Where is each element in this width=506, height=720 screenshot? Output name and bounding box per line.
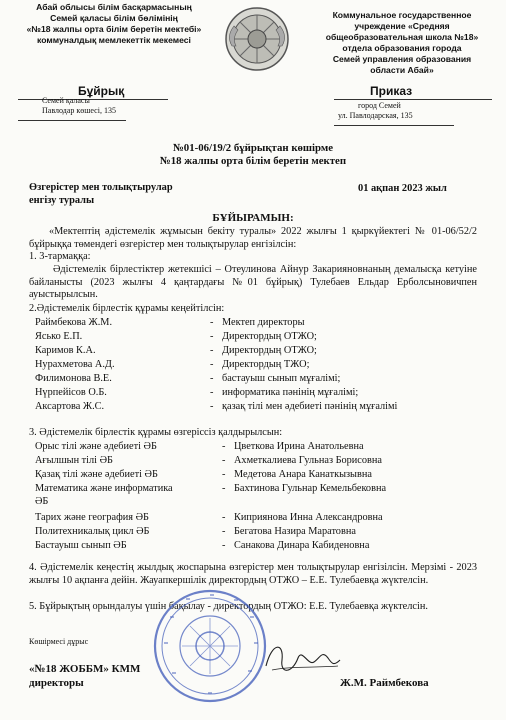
member-name: Аксартова Ж.С. (35, 401, 105, 412)
item-4-text: 4. Әдістемелік кеңестің жылдық жоспарына өзгерістер мен толықтырулар енгізілсін. Мерзімі - 2023 жылғы 10 ақпанға дейін. Жауапкершілік директордың ОТЖО – Е.Е. Тулебаевқа жүктелсін. (29, 562, 477, 586)
group-name: Тарих және география ӘБ (35, 512, 149, 523)
group-name: Математика және информатика (35, 483, 173, 494)
header-left-line: Семей қаласы білім бөлімінің (50, 13, 178, 23)
group-name: Бастауыш сынып ӘБ (35, 540, 127, 551)
footer-signer: Ж.М. Раймбекова (340, 677, 429, 689)
list-dash: - (210, 387, 214, 398)
group-name-continued: ӘБ (35, 496, 49, 507)
header-right-line: учреждение «Средняя (354, 21, 450, 31)
order-label-ru: Приказ (370, 84, 413, 98)
item-3-heading: 3. Әдістемелік бірлестік құрамы өзгеріссіз қалдырылсын: (29, 427, 283, 438)
header-right-line: общеобразовательная школа №18» (325, 32, 479, 42)
header-right-line: отдела образования города (342, 43, 462, 53)
group-leader: Ахметкалиева Гульназ Борисовна (234, 455, 382, 466)
official-stamp-icon (150, 586, 270, 706)
header-right-block (312, 10, 492, 76)
signature-icon (262, 636, 342, 680)
address-right-city: город Семей (358, 101, 401, 110)
group-name: Ағылшын тілі ӘБ (35, 455, 113, 466)
address-right-street: ул. Павлодарская, 135 (338, 111, 413, 120)
header-right-line: Семей управления образования (332, 54, 472, 64)
header-left-line: «№18 жалпы орта білім беретін мектебі» (26, 24, 202, 34)
subject-line-1: Өзгерістер мен толықтырулар (29, 182, 173, 193)
group-leader: Бахтинова Гульнар Кемельбековна (234, 483, 387, 494)
intro-paragraph: «Мектептің әдістемелік жұмысын бекіту туралы» 2022 жылғы 1 қыркүйектегі № 01-06/52/2 бұйрыққа төмендегі өзгерістер мен толықтырулар енгізілсін: (29, 226, 477, 250)
order-label-kz: Бұйрық (78, 84, 125, 98)
address-rule-left (18, 120, 126, 121)
header-rule-right (334, 99, 492, 100)
group-leader: Санакова Динара Кабиденовна (234, 540, 370, 551)
footer-position: директоры (29, 677, 84, 689)
header-rule-left (18, 99, 168, 100)
subject-line-2: енгізу туралы (29, 195, 95, 206)
list-dash: - (210, 317, 214, 328)
member-role: Мектеп директоры (222, 317, 305, 328)
header-left-block (14, 2, 214, 46)
list-dash: - (222, 526, 226, 537)
member-role: Директордың ОТЖО; (222, 345, 317, 356)
list-dash: - (210, 373, 214, 384)
decree-heading: БҰЙЫРАМЫН: (212, 212, 294, 224)
copy-note: Көшірмесі дұрыс (29, 637, 89, 646)
footer-organization: «№18 ЖОББМ» КММ (29, 663, 141, 675)
state-emblem-icon (224, 6, 290, 72)
header-right-line: Коммунальное государственное (332, 10, 472, 20)
list-dash: - (210, 359, 214, 370)
document-date: 01 ақпан 2023 жыл (358, 183, 447, 194)
member-role: Директордың ОТЖО; (222, 331, 317, 342)
list-dash: - (222, 512, 226, 523)
item-1-text: Әдістемелік бірлестіктер жетекшісі – Отеулинова Айнур Закарияновнаның демалысқа кетуіне байланысты (2023 жылғы 4 қаңтардағы №01 бұйрық) Тулебаев Ельдар Ерболсыновичпен ауыстырылсын. (29, 264, 477, 301)
group-leader: Медетова Анара Канаткызывна (234, 469, 372, 480)
header-left-line: коммуналдық мемлекеттік мекемесі (37, 35, 191, 45)
address-left-street: Павлодар көшесі, 135 (42, 106, 116, 115)
member-role: информатика пәнінің мұғалімі; (222, 387, 359, 398)
list-dash: - (210, 345, 214, 356)
address-rule-right (334, 125, 454, 126)
list-dash: - (210, 331, 214, 342)
member-role: бастауыш сынып мұғалімі; (222, 373, 341, 384)
document-subtitle: №18 жалпы орта білім беретін мектеп (159, 155, 347, 167)
member-role: Директордың ТЖО; (222, 359, 310, 370)
member-name: Ясько Е.П. (35, 331, 83, 342)
item-1-heading: 1. 3-тармаққа: (29, 251, 91, 262)
list-dash: - (222, 469, 226, 480)
group-name: Политехникалық цикл ӘБ (35, 526, 150, 537)
list-dash: - (222, 540, 226, 551)
member-name: Раймбекова Ж.М. (35, 317, 113, 328)
list-dash: - (222, 455, 226, 466)
item-2-heading: 2.Әдістемелік бірлестік құрамы кеңейтілсін: (29, 303, 225, 314)
address-left-city: Семей қаласы (42, 96, 90, 105)
member-role: қазақ тілі мен әдебиеті пәнінің мұғалімі (222, 401, 398, 412)
list-dash: - (222, 483, 226, 494)
group-leader: Бегатова Назира Маратовна (234, 526, 356, 537)
member-name: Филимонова В.Е. (35, 373, 112, 384)
list-dash: - (210, 401, 214, 412)
member-name: Нүрпейісов О.Б. (35, 387, 107, 398)
member-name: Каримов К.А. (35, 345, 96, 356)
group-leader: Цветкова Ирина Анатольевна (234, 441, 364, 452)
group-name: Орыс тілі және әдебиеті ӘБ (35, 441, 157, 452)
header-right-line: области Абай» (370, 65, 434, 75)
document-title: №01-06/19/2 бұйрықтан көшірме (172, 142, 334, 154)
header-left-line: Абай облысы білім басқармасының (36, 2, 192, 12)
group-leader: Киприянова Инна Александровна (234, 512, 383, 523)
list-dash: - (222, 441, 226, 452)
member-name: Нурахметова А.Д. (35, 359, 115, 370)
group-name: Қазақ тілі және әдебиеті ӘБ (35, 469, 158, 480)
item-5-text: 5. Бұйрықтың орындалуы үшін бақылау - директордың ОТЖО: Е.Е. Тулебаевқа жүктелсін. (29, 601, 428, 612)
